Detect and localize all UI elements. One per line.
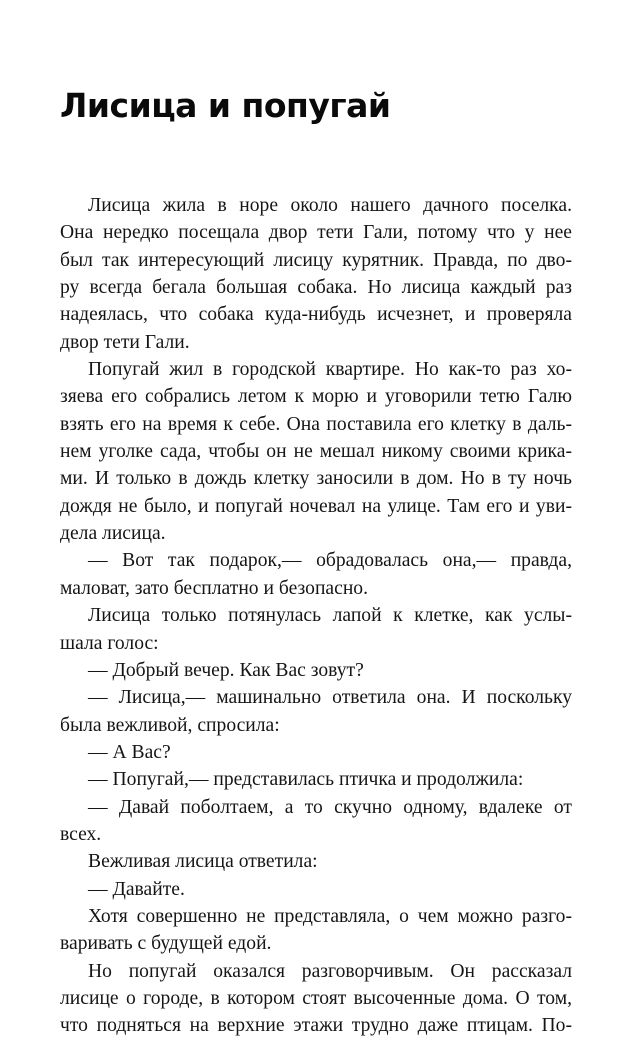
text-line: — А Вас?: [88, 741, 171, 763]
text-line: ру всегда бегала большая собака. Но лисица каждый раз: [60, 277, 572, 299]
text-line: взять его на время к себе. Она поставила его клетку в даль-: [60, 413, 572, 435]
text-line: — Давайте.: [88, 878, 185, 900]
text-line: нем уголке сада, чтобы он не мешал никому своими крика-: [60, 441, 572, 463]
chapter-body: [60, 192, 572, 1040]
text-line: Вежливая лисица ответила:: [88, 851, 318, 873]
text-line: Но попугай оказался разговорчивым. Он рассказал: [88, 960, 572, 982]
text-line: — Добрый вечер. Как Вас зовут?: [88, 659, 364, 681]
text-line: Попугай жил в городской квартире. Но как-то раз хо-: [88, 359, 572, 381]
text-line: Хотя совершенно не представляла, о чем можно разго-: [88, 905, 572, 927]
text-line: варивать с будущей едой.: [60, 933, 272, 955]
text-line: — Попугай,— представилась птичка и продолжила:: [88, 769, 524, 791]
text-line: Лисица только потянулась лапой к клетке, как услы-: [88, 605, 572, 627]
text-line: шала голос:: [60, 632, 159, 654]
text-line: Она нередко посещала двор тети Гали, потому что у нее: [60, 222, 572, 244]
text-line: ми. И только в дождь клетку заносили в дом. Но в ту ночь: [60, 468, 572, 490]
text-line: была вежливой, спросила:: [60, 714, 280, 736]
text-line: — Лисица,— машинально ответила она. И поскольку: [88, 687, 572, 709]
text-line: маловат, зато бесплатно и безопасно.: [60, 577, 369, 599]
text-line: дождя не было, и попугай ночевал на улице. Там его и уви-: [60, 495, 572, 517]
text-line: зяева его собрались летом к морю и уговорили тетю Галю: [60, 386, 572, 408]
text-line: дела лисица.: [60, 523, 166, 545]
text-line: лисице о городе, в котором стоят высоченные дома. О том,: [60, 987, 572, 1009]
text-line: двор тети Гали.: [60, 331, 190, 353]
text-line: — Давай поболтаем, а то скучно одному, вдалеке от: [88, 796, 572, 818]
text-line: надеялась, что собака куда-нибудь исчезнет, и проверяла: [60, 304, 572, 326]
text-line: что подняться на верхние этажи трудно даже птицам. По-: [60, 1015, 572, 1037]
text-line: всех.: [60, 823, 102, 845]
chapter-title: Лисица и попугай: [60, 86, 391, 125]
text-line: был так интересующий лисицу курятник. Правда, по дво-: [60, 249, 572, 271]
text-line: — Вот так подарок,— обрадовалась она,— правда,: [88, 550, 572, 572]
text-line: Лисица жила в норе около нашего дачного поселка.: [88, 195, 572, 216]
